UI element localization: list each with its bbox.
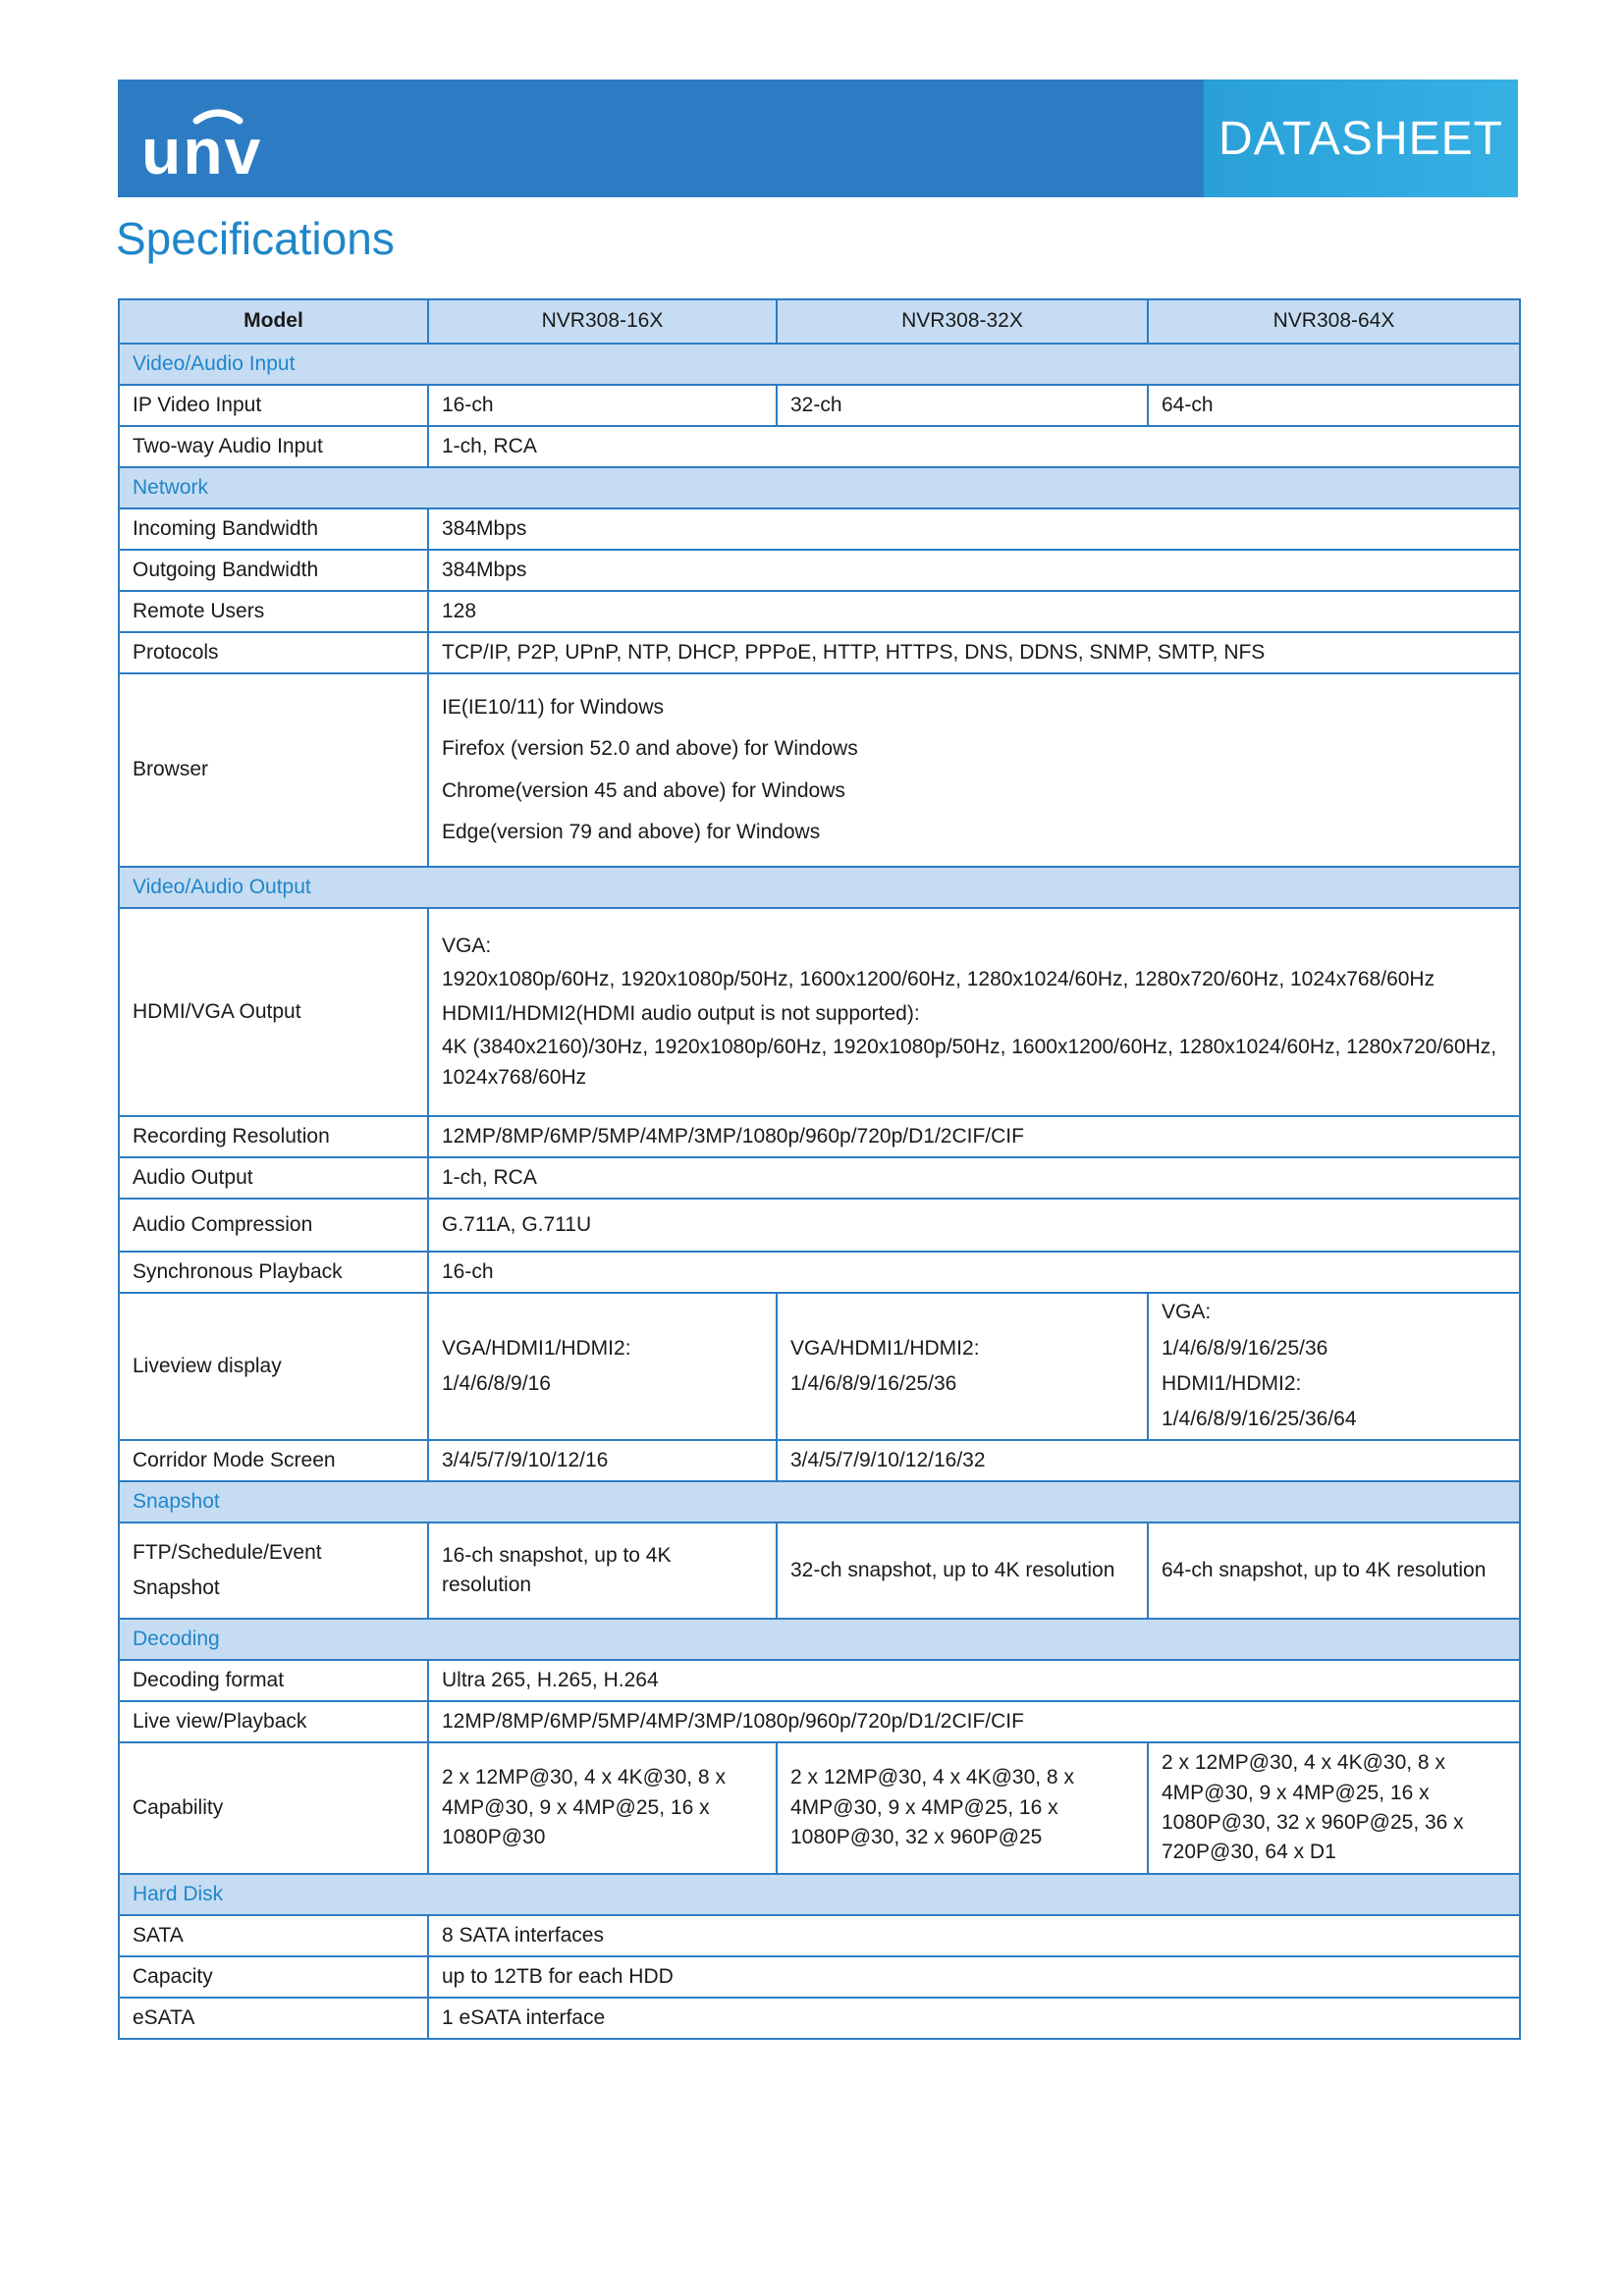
browser-item: Firefox (version 52.0 and above) for Windows bbox=[442, 737, 858, 761]
row-label: eSATA bbox=[119, 1998, 428, 2039]
row-value: 2 x 12MP@30, 4 x 4K@30, 8 x 4MP@30, 9 x 4MP@25, 16 x 1080P@30, 32 x 960P@25 bbox=[777, 1742, 1148, 1874]
section-video-audio-input: Video/Audio Input bbox=[119, 344, 1520, 385]
row-value: 3/4/5/7/9/10/12/16/32 bbox=[777, 1440, 1520, 1481]
vga-values: 1920x1080p/60Hz, 1920x1080p/50Hz, 1600x1200/60Hz, 1280x1024/60Hz, 1280x720/60Hz, 1024x768/60Hz bbox=[442, 968, 1435, 991]
liveview-line: 1/4/6/8/9/16/25/36/64 bbox=[1162, 1408, 1357, 1431]
table-row bbox=[119, 385, 1520, 426]
table-row bbox=[119, 1293, 1520, 1440]
row-label: Audio Compression bbox=[119, 1199, 428, 1252]
table-row bbox=[119, 1157, 1520, 1199]
label-line: Snapshot bbox=[133, 1576, 220, 1599]
row-label: Protocols bbox=[119, 632, 428, 673]
row-label: Synchronous Playback bbox=[119, 1252, 428, 1293]
row-label: SATA bbox=[119, 1915, 428, 1956]
section-decoding: Decoding bbox=[119, 1619, 1520, 1660]
row-label: Decoding format bbox=[119, 1660, 428, 1701]
liveview-line: 1/4/6/8/9/16/25/36 bbox=[1162, 1336, 1328, 1360]
table-row bbox=[119, 1742, 1520, 1874]
row-label: Browser bbox=[119, 673, 428, 867]
liveview-line: VGA/HDMI1/HDMI2: bbox=[442, 1336, 631, 1360]
hdmi-values: 4K (3840x2160)/30Hz, 1920x1080p/60Hz, 1920x1080p/50Hz, 1600x1200/60Hz, 1280x1024/60Hz, 1280x720/60Hz, 1024x768/60Hz bbox=[442, 1036, 1497, 1089]
header-model: Model bbox=[119, 299, 428, 344]
browser-item: IE(IE10/11) for Windows bbox=[442, 695, 665, 719]
row-value: TCP/IP, P2P, UPnP, NTP, DHCP, PPPoE, HTTP, HTTPS, DNS, DDNS, SNMP, SMTP, NFS bbox=[428, 632, 1520, 673]
liveview-col3 bbox=[1148, 1293, 1520, 1440]
row-value: 384Mbps bbox=[428, 508, 1520, 550]
section-snapshot: Snapshot bbox=[119, 1481, 1520, 1522]
table-row bbox=[119, 591, 1520, 632]
row-label: Remote Users bbox=[119, 591, 428, 632]
header-col1: NVR308-16X bbox=[428, 299, 777, 344]
row-label: Incoming Bandwidth bbox=[119, 508, 428, 550]
table-row bbox=[119, 1522, 1520, 1619]
row-label: Outgoing Bandwidth bbox=[119, 550, 428, 591]
row-value: 2 x 12MP@30, 4 x 4K@30, 8 x 4MP@30, 9 x 4MP@25, 16 x 1080P@30, 32 x 960P@25, 36 x 720P@30, 64 x D1 bbox=[1148, 1742, 1520, 1874]
datasheet-badge bbox=[1204, 80, 1518, 197]
table-row bbox=[119, 908, 1520, 1116]
section-network: Network bbox=[119, 467, 1520, 508]
table-row bbox=[119, 632, 1520, 673]
row-label: Two-way Audio Input bbox=[119, 426, 428, 467]
label-line: FTP/Schedule/Event bbox=[133, 1540, 322, 1564]
row-value: 64-ch bbox=[1148, 385, 1520, 426]
row-value: 384Mbps bbox=[428, 550, 1520, 591]
header-col2: NVR308-32X bbox=[777, 299, 1148, 344]
row-value: 16-ch snapshot, up to 4K resolution bbox=[428, 1522, 777, 1619]
unv-logo bbox=[139, 95, 297, 184]
liveview-col2 bbox=[777, 1293, 1148, 1440]
row-value: 32-ch snapshot, up to 4K resolution bbox=[777, 1522, 1148, 1619]
row-value: 12MP/8MP/6MP/5MP/4MP/3MP/1080p/960p/720p/D1/2CIF/CIF bbox=[428, 1701, 1520, 1742]
header-banner bbox=[118, 80, 1518, 197]
table-row bbox=[119, 1440, 1520, 1481]
browser-list bbox=[428, 673, 1520, 867]
row-value: 16-ch bbox=[428, 385, 777, 426]
hdmi-vga-values bbox=[428, 908, 1520, 1116]
row-value: 1 eSATA interface bbox=[428, 1998, 1520, 2039]
vga-title: VGA: bbox=[442, 934, 492, 957]
page-title: Specifications bbox=[116, 213, 395, 264]
row-value: 16-ch bbox=[428, 1252, 1520, 1293]
liveview-line: 1/4/6/8/9/16 bbox=[442, 1372, 551, 1395]
row-value: 2 x 12MP@30, 4 x 4K@30, 8 x 4MP@30, 9 x 4MP@25, 16 x 1080P@30 bbox=[428, 1742, 777, 1874]
liveview-col1 bbox=[428, 1293, 777, 1440]
table-row bbox=[119, 1660, 1520, 1701]
row-label: IP Video Input bbox=[119, 385, 428, 426]
specifications-table bbox=[118, 298, 1521, 2040]
section-video-audio-output: Video/Audio Output bbox=[119, 867, 1520, 908]
table-row bbox=[119, 426, 1520, 467]
row-value: 128 bbox=[428, 591, 1520, 632]
table-row bbox=[119, 550, 1520, 591]
row-label: Capability bbox=[119, 1742, 428, 1874]
row-label bbox=[119, 1522, 428, 1619]
row-label: HDMI/VGA Output bbox=[119, 908, 428, 1116]
table-row bbox=[119, 1116, 1520, 1157]
table-row bbox=[119, 508, 1520, 550]
row-label: Liveview display bbox=[119, 1293, 428, 1440]
liveview-line: VGA: bbox=[1162, 1301, 1212, 1324]
row-label: Corridor Mode Screen bbox=[119, 1440, 428, 1481]
row-value: 1-ch, RCA bbox=[428, 1157, 1520, 1199]
table-row bbox=[119, 1915, 1520, 1956]
datasheet-label: DATASHEET bbox=[1218, 112, 1503, 165]
row-value: up to 12TB for each HDD bbox=[428, 1956, 1520, 1998]
browser-item: Chrome(version 45 and above) for Windows bbox=[442, 778, 845, 802]
liveview-line: 1/4/6/8/9/16/25/36 bbox=[790, 1372, 957, 1395]
logo-text: unv bbox=[141, 115, 263, 184]
table-row bbox=[119, 1701, 1520, 1742]
browser-item: Edge(version 79 and above) for Windows bbox=[442, 820, 821, 843]
row-label: Live view/Playback bbox=[119, 1701, 428, 1742]
row-label: Capacity bbox=[119, 1956, 428, 1998]
table-row bbox=[119, 1252, 1520, 1293]
table-row bbox=[119, 673, 1520, 867]
row-value: Ultra 265, H.265, H.264 bbox=[428, 1660, 1520, 1701]
row-value: 64-ch snapshot, up to 4K resolution bbox=[1148, 1522, 1520, 1619]
row-value: 12MP/8MP/6MP/5MP/4MP/3MP/1080p/960p/720p/D1/2CIF/CIF bbox=[428, 1116, 1520, 1157]
table-header-row bbox=[119, 299, 1520, 344]
liveview-line: VGA/HDMI1/HDMI2: bbox=[790, 1336, 980, 1360]
hdmi-title: HDMI1/HDMI2(HDMI audio output is not supported): bbox=[442, 1001, 920, 1025]
table-row bbox=[119, 1956, 1520, 1998]
row-label: Recording Resolution bbox=[119, 1116, 428, 1157]
section-hard-disk: Hard Disk bbox=[119, 1874, 1520, 1915]
row-value: 8 SATA interfaces bbox=[428, 1915, 1520, 1956]
row-label: Audio Output bbox=[119, 1157, 428, 1199]
table-row bbox=[119, 1199, 1520, 1252]
liveview-line: HDMI1/HDMI2: bbox=[1162, 1372, 1302, 1395]
row-value: 32-ch bbox=[777, 385, 1148, 426]
header-col3: NVR308-64X bbox=[1148, 299, 1520, 344]
row-value: 3/4/5/7/9/10/12/16 bbox=[428, 1440, 777, 1481]
row-value: G.711A, G.711U bbox=[428, 1199, 1520, 1252]
row-value: 1-ch, RCA bbox=[428, 426, 1520, 467]
table-row bbox=[119, 1998, 1520, 2039]
